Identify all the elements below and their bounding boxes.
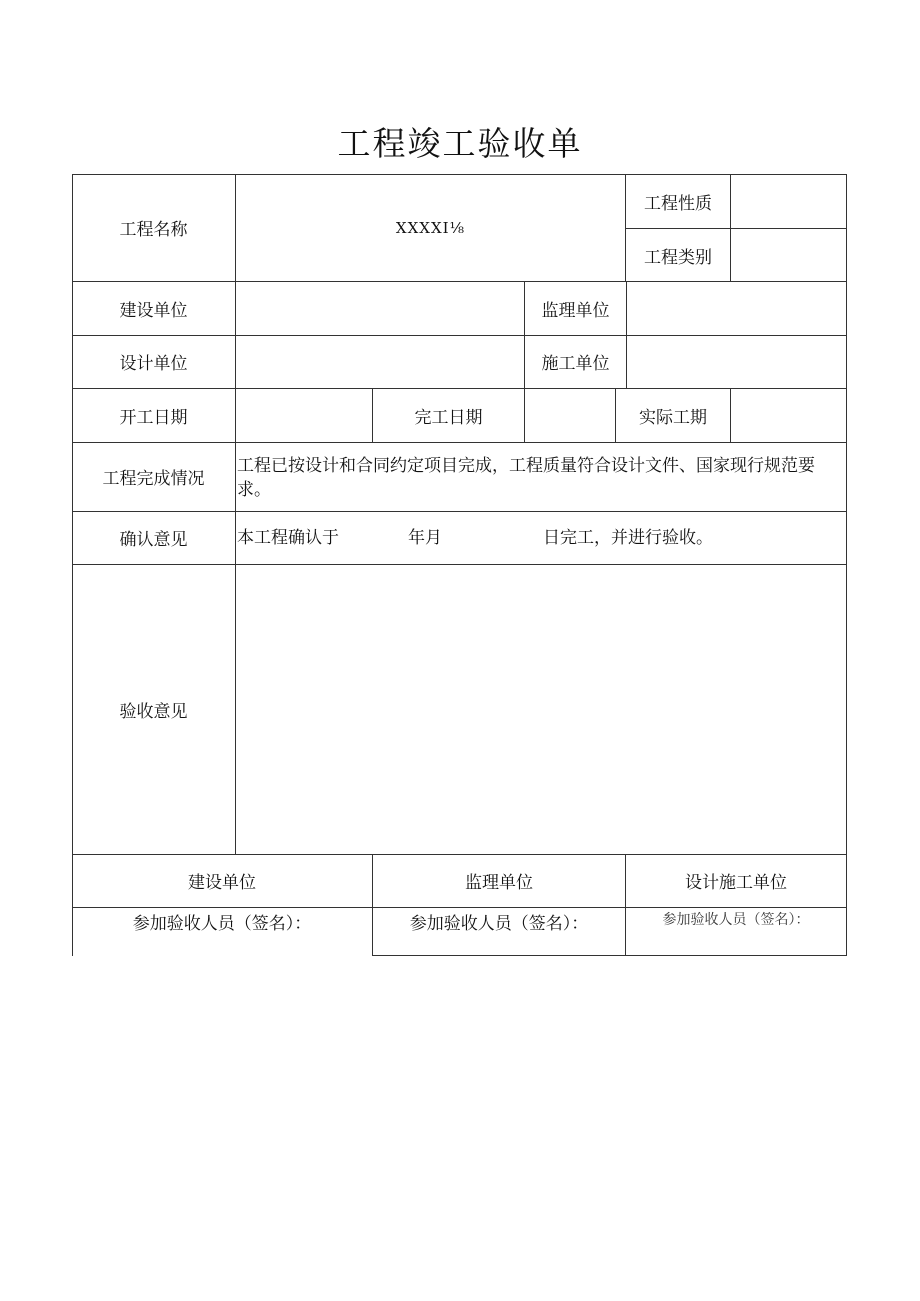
design-unit-value[interactable] — [236, 335, 524, 388]
page-title: 工程竣工验收单 — [337, 124, 583, 163]
supervision-unit-label: 监理单位 — [541, 300, 610, 321]
signature-participants-construction[interactable]: 参加验收人员（签名）： — [132, 913, 312, 934]
signature-participants-design-builder[interactable]: 参加验收人员（签名）： — [662, 912, 810, 928]
project-name-label: 工程名称 — [119, 220, 188, 240]
confirmation-year-month[interactable]: 年月 — [408, 528, 442, 548]
actual-period-value[interactable] — [731, 388, 846, 442]
project-name-value[interactable]: XXXXI⅛ — [395, 218, 466, 237]
finish-date-label: 完工日期 — [414, 407, 483, 428]
acceptance-opinion-label: 验收意见 — [119, 701, 188, 722]
actual-period-label: 实际工期 — [639, 407, 707, 428]
grid-line — [372, 955, 847, 956]
start-date-label: 开工日期 — [119, 407, 188, 428]
confirmation-suffix: 日完工，并进行验收。 — [543, 528, 713, 548]
project-nature-value[interactable] — [731, 174, 846, 228]
completion-status-text[interactable]: 工程已按设计和合同约定项目完成，工程质量符合设计文件、国家现行规范要求。 — [237, 456, 815, 500]
builder-unit-value[interactable] — [627, 335, 846, 388]
signature-participants-supervision[interactable]: 参加验收人员（签名）： — [409, 913, 589, 934]
confirmation-prefix: 本工程确认于 — [237, 528, 339, 548]
builder-unit-label: 施工单位 — [541, 354, 610, 374]
signature-unit-construction: 建设单位 — [188, 873, 256, 893]
construction-unit-label: 建设单位 — [119, 300, 188, 321]
confirmation-label: 确认意见 — [119, 530, 188, 550]
project-nature-label: 工程性质 — [644, 193, 712, 214]
finish-date-value[interactable] — [525, 388, 615, 442]
project-category-label: 工程类别 — [644, 247, 712, 268]
supervision-unit-value[interactable] — [627, 281, 846, 335]
construction-unit-value[interactable] — [236, 281, 524, 335]
design-unit-label: 设计单位 — [119, 354, 188, 374]
signature-unit-design-builder: 设计施工单位 — [685, 873, 787, 893]
acceptance-form — [72, 174, 847, 956]
signature-unit-supervision: 监理单位 — [465, 873, 533, 893]
start-date-value[interactable] — [236, 388, 372, 442]
completion-status-label: 工程完成情况 — [102, 469, 205, 489]
acceptance-opinion-text[interactable] — [236, 565, 846, 854]
project-category-value[interactable] — [731, 229, 846, 281]
grid-line — [846, 174, 847, 956]
